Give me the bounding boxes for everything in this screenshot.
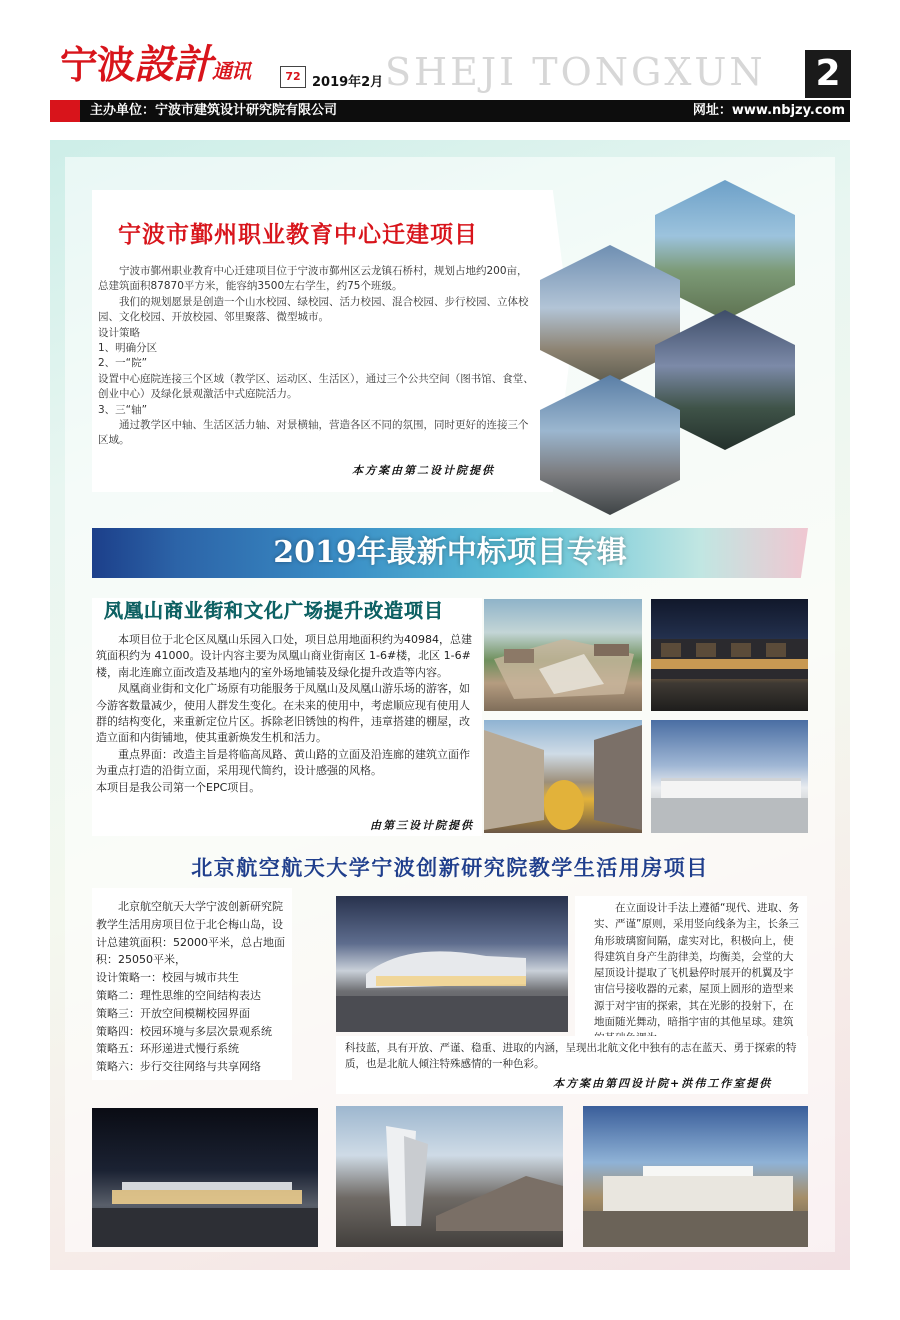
section1-paragraph: 通过教学区中轴、生活区活力轴、对景横轴，营造各区不同的氛围，同时更好的连接三个区域。 (98, 419, 529, 447)
masthead-logo (60, 42, 250, 94)
section2-paragraph: 本项目位于北仑区凤凰山乐园入口处，项目总用地面积约为40984，总建筑面积约为 41000。设计内容主要为凤凰山商业街南区 1-6#楼，北区 1-6#楼，南北连廊立面改造及基地内的室外场地铺装及绿化提升改造等内容。 (96, 633, 472, 679)
section2-paragraph: 重点界面：改造主旨是将临高凤路、黄山路的立面及沿连廊的建筑立面作为重点打造的沿街立面，采用现代简约，设计感强的风格。 (96, 747, 470, 778)
section3-right-body (594, 900, 802, 1047)
logo-tongxun: 通讯 (212, 59, 251, 83)
cultural-plaza-image (651, 720, 808, 833)
section2-credit: 由第三设计院提供 (370, 819, 474, 832)
plaza-aerial-art (484, 599, 642, 711)
section2-paragraph: 凤凰商业街和文化广场原有功能服务于凤凰山及凤凰山游乐场的游客，如今游客数量减少，使用人群发生变化。在未来的使用中，考虑顺应现有使用人群的结构变化，来重新定位片区。拆除老旧锈蚀的构件，违章搭建的棚屋，改造立面和内街铺地，使其重新焕发生机和活力。 (96, 682, 470, 745)
institute-sail-art (336, 1106, 563, 1247)
section3-credit: 本方案由第四设计院+洪伟工作室提供 (553, 1077, 773, 1090)
masthead-pinyin: SHEJI TONGXUN (385, 50, 766, 94)
plaza-aerial-image (484, 599, 642, 711)
section1-paragraph: 设置中心庭院连接三个区域（教学区、运动区、生活区），通过三个公共空间（图书馆、食堂、创业中心）及绿化景观激活中式庭院活力。 (98, 372, 534, 401)
section1-title: 宁波市鄞州职业教育中心迁建项目 (118, 222, 478, 248)
section3-paragraph: 策略五：环形递进式慢行系统 (96, 1042, 239, 1056)
section1-paragraph: 1、明确分区 (98, 342, 158, 355)
page-number: 2 (805, 50, 851, 98)
issue-number: 72 (280, 66, 306, 88)
institute-dusk-art (336, 896, 568, 1032)
section3-left-body (96, 898, 291, 1076)
section3-paragraph: 策略四：校园环境与多层次景观系统 (96, 1024, 272, 1038)
institute-night-image (92, 1108, 318, 1247)
logo-sheji: 設計 (134, 42, 213, 88)
section1-paragraph: 设计策略 (98, 326, 140, 339)
institute-sail-image (336, 1106, 563, 1247)
section3-paragraph: 北京航空航天大学宁波创新研究院教学生活用房项目位于北仑梅山岛，设计总建筑面积：52000平米，总占地面积：25050平米， (96, 900, 285, 967)
institute-night-art (92, 1108, 318, 1247)
section3-paragraph: 策略二：理性思维的空间结构表达 (96, 988, 261, 1002)
header-accent (50, 100, 80, 122)
street-night-image (651, 599, 808, 711)
section3-paragraph: 设计策略一：校园与城市共生 (96, 971, 239, 985)
institute-dusk-image (336, 896, 568, 1032)
street-day-image (484, 720, 642, 833)
sponsor-text: 主办单位：宁波市建筑设计研究院有限公司 (90, 103, 338, 118)
section1-body (98, 264, 538, 449)
section1-credit: 本方案由第二设计院提供 (352, 464, 495, 477)
section2-title: 凤凰山商业街和文化广场提升改造项目 (104, 600, 445, 622)
feature-banner-title: 2019年最新中标项目专辑 (273, 535, 627, 570)
website-link[interactable]: 网址：www.nbjzy.com (692, 103, 845, 118)
institute-facade-image (583, 1106, 808, 1247)
section2-paragraph: 本项目是我公司第一个EPC项目。 (96, 780, 261, 794)
section3-paragraph: 策略三：开放空间模糊校园界面 (96, 1006, 250, 1020)
section3-paragraph: 策略六：步行交往网络与共享网络 (96, 1060, 261, 1074)
section1-paragraph: 2、一“院” (98, 357, 148, 370)
issue-date: 2019年2月 (312, 75, 384, 90)
section2-body (96, 632, 480, 796)
section3-title: 北京航空航天大学宁波创新研究院教学生活用房项目 (191, 856, 709, 880)
logo-ningbo: 宁波 (60, 43, 135, 87)
section3-paragraph: 科技蓝，具有开放、严谨、稳重、进取的内涵，呈现出北航文化中独有的志在蓝天、勇于探索的特质，也是北航人倾注特殊感情的一种色彩。 (345, 1042, 797, 1071)
street-day-art (484, 720, 642, 833)
institute-facade-art (583, 1106, 808, 1247)
section1-paragraph: 宁波市鄞州职业教育中心迁建项目位于宁波市鄞州区云龙镇石桥村，规划占地约200亩，总建筑面积87870平方米，能容纳3500左右学生，约75个班级。 (98, 265, 528, 293)
section1-paragraph: 3、三“轴” (98, 403, 148, 416)
section1-paragraph: 我们的规划愿景是创造一个山水校园、绿校园、活力校园、混合校园、步行校园、立体校园、文化校园、开放校园、邻里聚落、微型城市。 (98, 295, 529, 324)
section3-bottom-body (345, 1040, 805, 1073)
street-night-art (651, 599, 808, 711)
section3-paragraph: 在立面设计手法上遵循“现代、进取、务实、严谨”原则，采用竖向线条为主，长条三角形玻璃窗间隔，虚实对比，积极向上，使得建筑自身产生韵律美，均衡美，会堂的大屋顶设计提取了飞机悬停时展开的机翼及宇宙信号接收器的元素，屋顶上圆形的造型来源于对宇宙的探索，其在光影的投射下，在地面随光舞动，暗指宇宙的其他星球。建筑 (594, 902, 799, 1029)
cultural-plaza-art (651, 720, 808, 833)
